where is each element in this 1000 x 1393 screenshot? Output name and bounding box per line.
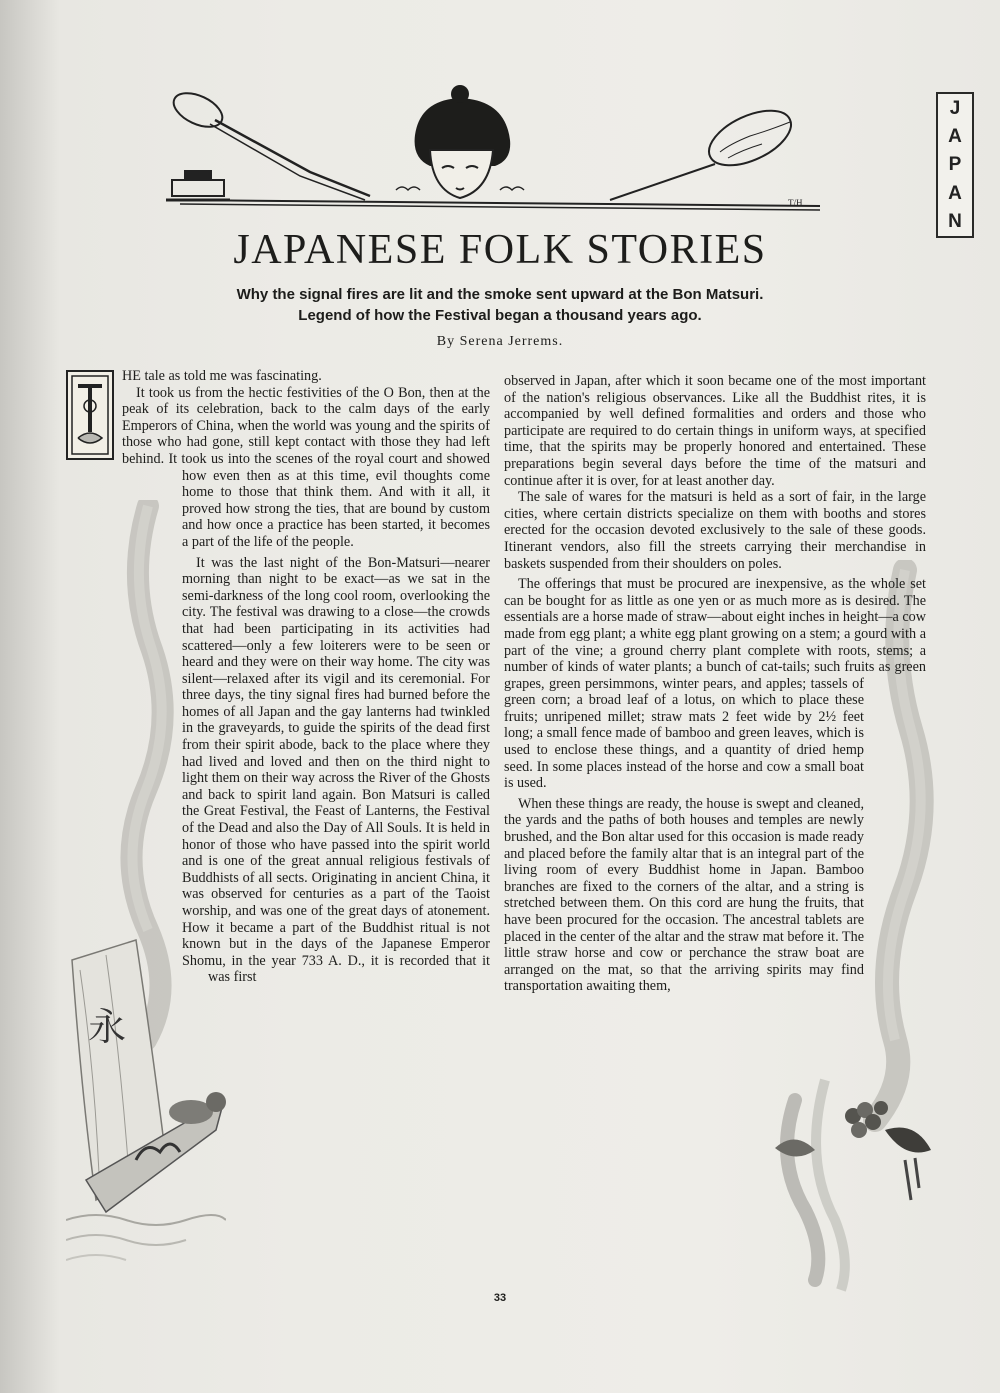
article-column-left — [66, 368, 490, 1382]
illustration-signature: T/H — [788, 198, 803, 208]
sail-glyph: 永 — [88, 1005, 127, 1049]
article-subtitle — [120, 284, 880, 326]
subtitle-line: Why the signal fires are lit and the smoke sent upward at the Bon Matsuri. — [236, 286, 764, 303]
byline: By Serena Jerrems. — [436, 334, 564, 349]
article-title: JAPANESE FOLK STORIES — [233, 227, 767, 273]
section-tab-letter: A — [948, 182, 962, 204]
article-paragraph: It took us from the hectic festivities of the O Bon, then at the peak of its celebration, back to the calm days of the early Emperors of China, when the world was young and the spirits of those who had gone, still kept contact with those they had left behind. It took us into the scenes of the royal court and showed how even then as at this time, evil thoughts come home to those that think them. And with it all, it proved how strong the ties, that are bound by custom and how once a practice has been started, it becomes a part of the life of the people. — [122, 384, 490, 550]
article-paragraph: When these things are ready, the house is swept and cleaned, the yards and the paths of both houses and temples are newly brushed, and the Bon altar used for this occasion is made ready and placed before the family altar that is an integral part of the living room of every Buddhist home in Japan. Bamboo branches are fixed to the corners of the altar, and a string is stretched between them. On this cord are hung the fruits, that have been procured for the occasion. The ancestral tablets are placed in the center of the altar and the straw mat before it. The little straw horse and cow or perchance the straw boat are arranged on the mat, so that the arriving spirits may find transportation awaiting them, — [504, 795, 864, 995]
header-illustration — [160, 80, 840, 220]
page-number: 33 — [493, 1292, 507, 1304]
section-tab-letter: A — [948, 126, 962, 148]
article-paragraph: It was the last night of the Bon-Matsuri—nearer morning than night to be exact—as we sat in the semi-darkness of the long cool room, overlooking the city. The festival was drawing to a close—the crowds that had been participating in its activities had scattered—only a few loiterers were to be seen or heard and they were on their way home. The city was silent—relaxed after its vigil and its ceremonial. For three days, the tiny signal fires had burned before the homes of all Japan and the gay lanterns had twinkled in the graveyards, to guide the spirits of the dead first from their spirit abode, back to the place where they had lived and loved and then on the third night to light them on their way across the River of the Ghosts and back to spirit land again. Bon Matsuri is called the Great Festival, the Feast of Lanterns, the Festival of the Dead and also the Day of All Souls. It is held in honor of those who have passed into the spirit world and is one of the great annual religious festivals of Buddhists of all sects. Originating in ancient China, it was observed for centuries as a part of the Taoist worship, and was one of the great days of atonement. How it became a part of the Buddhist ritual is not known but in the days of the Japanese Emperor Shomu, in the year 733 A. D., it is recorded that it was first — [182, 554, 490, 986]
decorative-dropcap-t-icon — [66, 370, 114, 460]
section-tab-letter: J — [949, 97, 961, 119]
section-tab-letter: N — [948, 211, 962, 233]
article-paragraph: The offerings that must be procured are inexpensive, as the whole set can be bought for as little as one yen or as much more as is desired. The essentials are a horse made of straw—about eight inches in height—a cow made from egg plant; a white egg plant growing on a stem; a gourd with a part of the vine; a ground cherry plant complete with roots, stems; a number of kinds of water plants; a bunch of cat-tails; such fruits as green grapes, green persimmons, winter pears, and apples; tassels of green corn; a broad leaf of a lotus, on which to place these fruits; unripened millet; straw mats 2 feet wide by 2½ feet long; a small fence made of bamboo and green leaves, which is used to enclose these things, and a quantity of dried hemp seed. In some places instead of the horse and cow a small boat is used. — [504, 576, 926, 792]
section-tab-japan — [936, 92, 974, 238]
article-column-right — [504, 373, 926, 1379]
article-paragraph: HE tale as told me was fascinating. — [122, 368, 322, 384]
article-paragraph: The sale of wares for the matsuri is held as a sort of fair, in the large cities, where certain districts specialize on them with booths and stores erected for the occasion devoted exclusively to the sale of these goods. Itinerant vendors, also fill the streets carrying their merchandise in baskets suspended from their shoulders on poles. — [504, 489, 926, 572]
article-paragraph: observed in Japan, after which it soon became one of the most important of the nation's religious observances. Like all the Buddhist rites, it is accompanied by well defined formalities and orders and those who participate are required to do certain things in uniform ways, at specified time, that the spirits may be properly honored and entertained. These preparations begin several days before the time of the matsuri and continue after it is over, for at least another day. — [504, 373, 926, 489]
subtitle-line: Legend of how the Festival began a thousand years ago. — [298, 307, 702, 324]
section-tab-letter: P — [948, 154, 962, 176]
